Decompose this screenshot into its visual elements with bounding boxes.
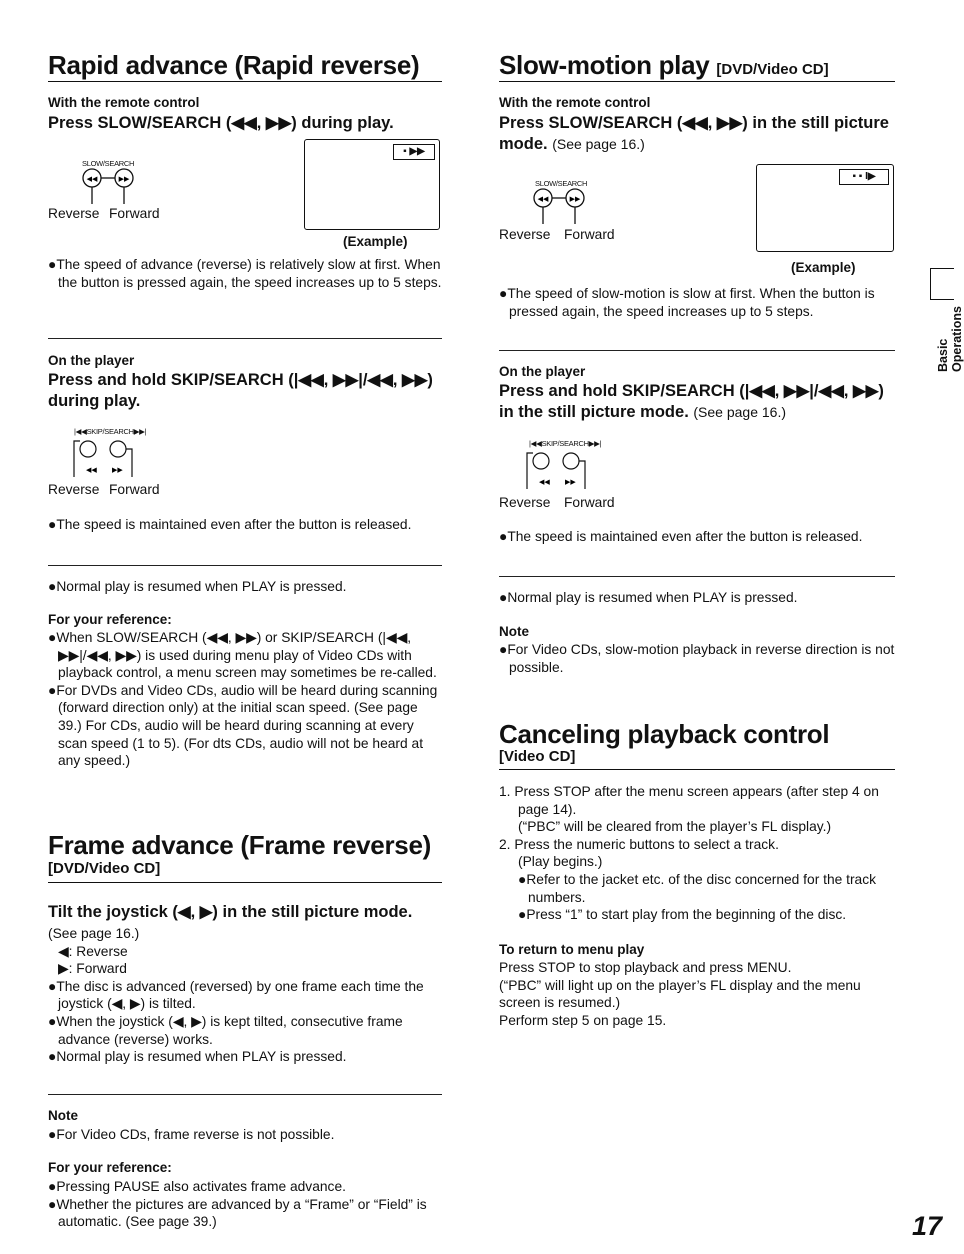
rapid-normal-play-note: ●Normal play is resumed when PLAY is pressed.	[48, 579, 347, 594]
frame-reverse-key: ◀: Reverse	[58, 943, 128, 959]
slow-motion-title: Slow-motion play	[499, 50, 710, 80]
skip-search-buttons-icon	[521, 449, 593, 493]
slow-instruction-main: Press SLOW/SEARCH (◀◀, ▶▶) in the still picture mode.	[499, 114, 889, 153]
skip-search-buttons-icon	[68, 437, 140, 481]
slow-instruction-ref: (See page 16.)	[552, 136, 645, 152]
svg-text:▶▶: ▶▶	[565, 478, 576, 486]
rapid-reverse-label: Reverse	[48, 206, 100, 221]
slow-player-label: On the player	[499, 364, 586, 379]
rapid-player-reverse-label: Reverse	[48, 482, 100, 497]
divider	[48, 338, 442, 339]
list-item: 2. Press the numeric buttons to select a track.	[499, 836, 779, 852]
list-item: ●For DVDs and Video CDs, audio will be heard during scanning (forward direction only) at the initial scan speed. (See page 39.) For CDs, audio will be heard during scanning at every scan speed (1 to 5). (For dts CDs, audio will not be heard at any speed.)	[48, 682, 438, 769]
page-number: 17	[912, 1211, 943, 1241]
return-line: Perform step 5 on page 15.	[499, 1012, 667, 1028]
return-line: (“PBC” will light up on the player’s FL display and the menu screen is resumed.)	[499, 977, 861, 1011]
rapid-example-screen	[304, 139, 440, 230]
slow-example-caption: (Example)	[791, 260, 856, 275]
list-item: ●Whether the pictures are advanced by a “Frame” or “Field” is automatic. (See page 39.)	[48, 1196, 427, 1230]
list-item: ●When the joystick (◀, ▶) is kept tilted, consecutive frame advance (reverse) works.	[48, 1013, 403, 1047]
rapid-player-note: ●The speed is maintained even after the button is released.	[48, 517, 412, 532]
slow-motion-heading	[499, 52, 895, 82]
side-tab-bracket	[930, 268, 954, 300]
canceling-step1-note: (“PBC” will be cleared from the player’s FL display.)	[518, 819, 832, 835]
frame-reference-title: For your reference:	[48, 1160, 172, 1175]
rapid-remote-label: With the remote control	[48, 95, 200, 110]
divider	[48, 1094, 442, 1095]
frame-reference-list	[48, 1178, 442, 1231]
divider	[48, 565, 442, 566]
svg-text:◀◀: ◀◀	[539, 478, 550, 486]
frame-advance-heading: Frame advance (Frame reverse)	[48, 830, 431, 860]
canceling-subtitle: [Video CD]	[499, 748, 895, 770]
divider	[499, 576, 895, 577]
svg-text:◀◀: ◀◀	[86, 175, 98, 183]
slow-motion-title-suffix: [DVD/Video CD]	[716, 61, 829, 78]
svg-text:◀◀: ◀◀	[537, 195, 549, 203]
return-menu-title: To return to menu play	[499, 942, 645, 957]
skip-search-button-label: |◀◀SKIP/SEARCH▶▶|	[529, 439, 602, 448]
canceling-heading: Canceling playback control	[499, 719, 830, 749]
list-item: ●Pressing PAUSE also activates frame advance.	[48, 1179, 346, 1194]
list-item: 1. Press STOP after the menu screen appears (after step 4 on page 14).	[499, 784, 879, 817]
slow-normal-play-note: ●Normal play is resumed when PLAY is pressed.	[499, 590, 798, 605]
rapid-osd-indicator: ▪ ▶▶	[393, 144, 435, 160]
frame-instruction: Tilt the joystick (◀, ▶) in the still picture mode.	[48, 903, 413, 921]
slow-search-button-label: SLOW/SEARCH	[82, 159, 135, 168]
rapid-player-label: On the player	[48, 353, 135, 368]
frame-note-title: Note	[48, 1108, 78, 1123]
rapid-instruction: Press SLOW/SEARCH (◀◀, ▶▶) during play.	[48, 114, 394, 132]
frame-see-page: (See page 16.)	[48, 926, 140, 941]
slow-remote-label: With the remote control	[499, 95, 651, 110]
return-menu-text	[499, 959, 895, 1029]
slow-player-reverse-label: Reverse	[499, 495, 551, 510]
slow-osd-indicator: ▪ ▪ I▶	[839, 169, 889, 185]
slow-player-instruction-ref: (See page 16.)	[693, 404, 786, 420]
slow-instruction	[499, 113, 895, 155]
slow-search-buttons-icon	[78, 166, 138, 206]
slow-speed-note: ●The speed of slow-motion is slow at first. When the button is pressed again, the speed increases up to 5 steps.	[499, 286, 875, 319]
svg-text:▶▶: ▶▶	[569, 195, 581, 203]
rapid-example-caption: (Example)	[343, 234, 408, 249]
rapid-forward-label: Forward	[109, 206, 160, 221]
frame-forward-key: ▶: Forward	[58, 961, 127, 977]
rapid-reference-list	[48, 629, 442, 770]
svg-text:▶▶: ▶▶	[118, 175, 130, 183]
slow-player-forward-label: Forward	[564, 495, 615, 510]
slow-reverse-label: Reverse	[499, 227, 551, 242]
canceling-step2-note: (Play begins.)	[518, 854, 603, 870]
slow-forward-label: Forward	[564, 227, 615, 242]
slow-search-buttons-icon	[529, 186, 589, 226]
list-item: ●When SLOW/SEARCH (◀◀, ▶▶) or SKIP/SEARCH (|◀◀, ▶▶|/◀◀, ▶▶) is used during menu play of Video CDs with playback control, a menu screen may sometimes be re-called.	[48, 630, 437, 681]
canceling-steps	[499, 783, 895, 924]
slow-player-instruction	[499, 381, 895, 423]
list-item: ●Normal play is resumed when PLAY is pressed.	[48, 1049, 347, 1065]
frame-note: ●For Video CDs, frame reverse is not possible.	[48, 1127, 335, 1142]
return-line: Press STOP to stop playback and press MENU.	[499, 960, 792, 975]
list-item: ●Refer to the jacket etc. of the disc concerned for the track numbers.	[518, 871, 877, 905]
slow-search-button-label: SLOW/SEARCH	[535, 179, 588, 188]
frame-details	[48, 925, 442, 1066]
slow-note-title: Note	[499, 624, 529, 639]
frame-advance-subtitle: [DVD/Video CD]	[48, 860, 442, 883]
rapid-speed-note: ●The speed of advance (reverse) is relatively slow at first. When the button is pressed again, the speed increases up to 5 steps.	[48, 257, 442, 290]
side-tab-label: Basic Operations	[936, 305, 964, 372]
rapid-reference-title: For your reference:	[48, 612, 172, 627]
skip-search-button-label: |◀◀SKIP/SEARCH▶▶|	[74, 427, 147, 436]
list-item: ●Press “1” to start play from the beginning of the disc.	[518, 907, 847, 923]
divider	[499, 350, 895, 351]
slow-example-screen	[756, 164, 894, 252]
list-item: ●The disc is advanced (reversed) by one frame each time the joystick (◀, ▶) is tilted.	[48, 978, 424, 1012]
slow-player-instruction-main: Press and hold SKIP/SEARCH (|◀◀, ▶▶|/◀◀, ▶▶) in the still picture mode.	[499, 382, 884, 421]
rapid-player-forward-label: Forward	[109, 482, 160, 497]
slow-note: ●For Video CDs, slow-motion playback in reverse direction is not possible.	[499, 642, 895, 675]
svg-text:▶▶: ▶▶	[112, 466, 123, 474]
rapid-player-instruction: Press and hold SKIP/SEARCH (|◀◀, ▶▶|/◀◀, ▶▶) during play.	[48, 371, 433, 410]
svg-text:◀◀: ◀◀	[86, 466, 97, 474]
rapid-advance-heading: Rapid advance (Rapid reverse)	[48, 52, 442, 82]
section-side-tab	[922, 268, 964, 372]
slow-player-note: ●The speed is maintained even after the button is released.	[499, 529, 863, 544]
